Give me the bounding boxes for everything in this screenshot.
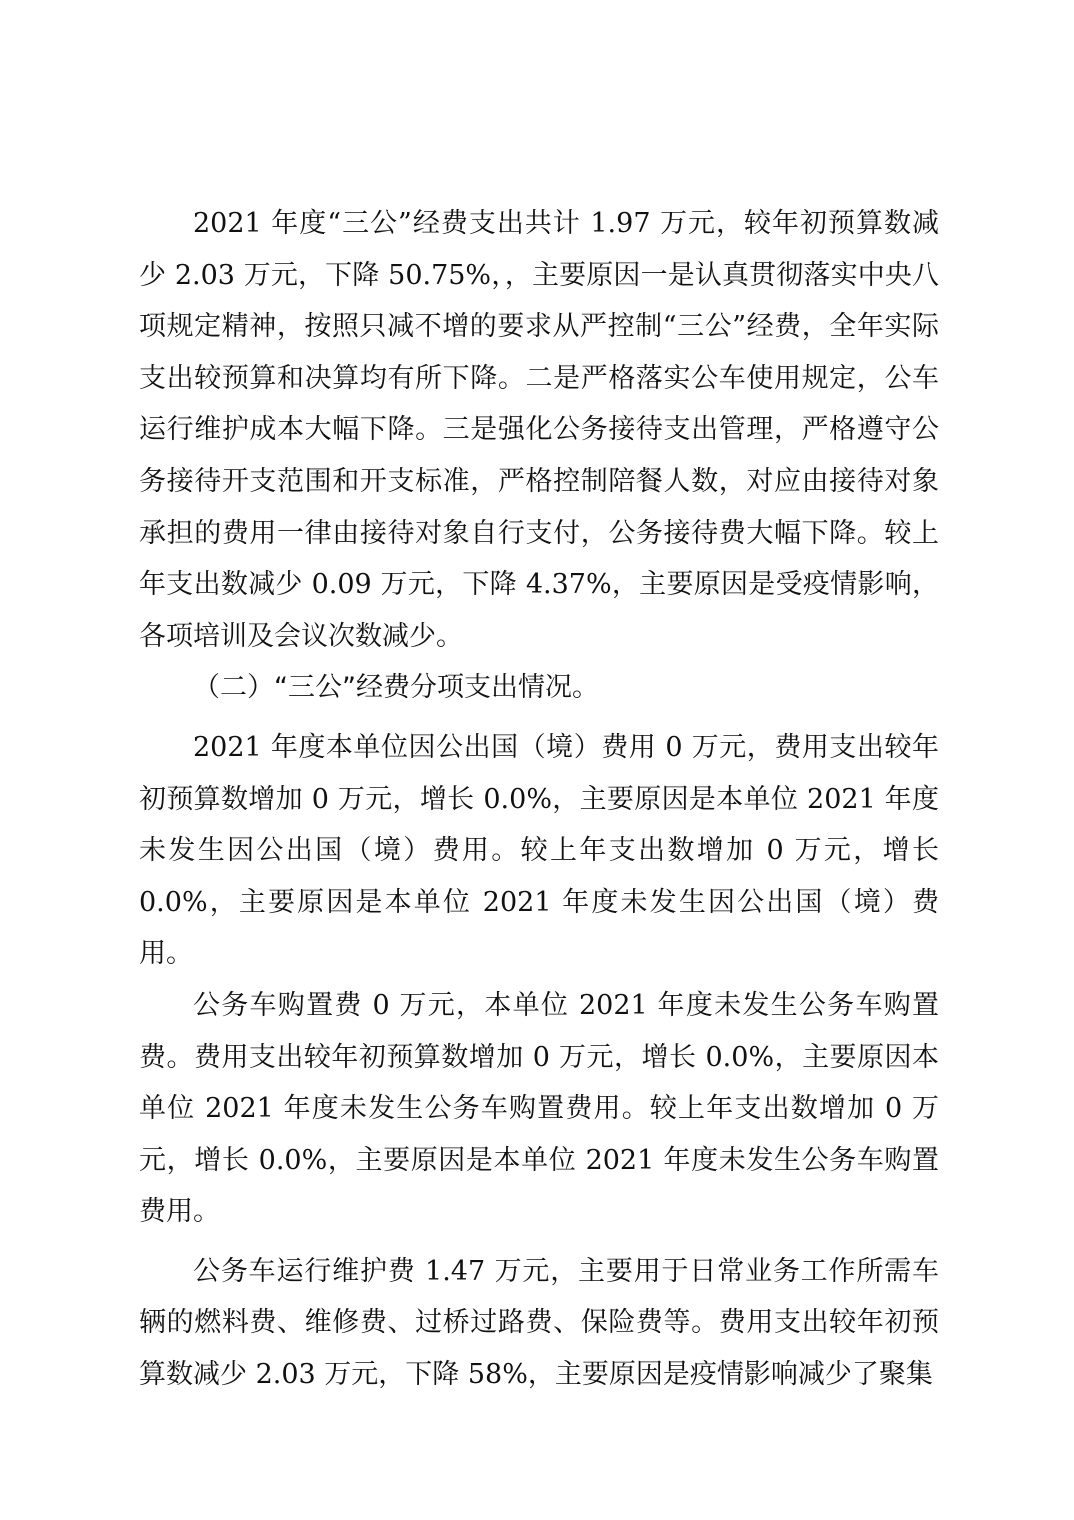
document-body	[139, 198, 939, 1401]
paragraph-vehicle-purchase: 公务车购置费 0 万元，本单位 2021 年度未发生公务车购置费。费用支出较年初预算数增加 0 万元，增长 0.0%，主要原因本单位 2021 年度未发生公务车购置费用。较上年支出数增加 0 万元，增长 0.0%，主要原因是本单位 2021 年度未发生公务车购置费用。	[139, 989, 939, 1228]
paragraph-overseas-travel: 2021 年度本单位因公出国（境）费用 0 万元，费用支出较年初预算数增加 0 万元，增长 0.0%，主要原因是本单位 2021 年度未发生因公出国（境）费用。较上年支出数增加 0 万元，增长 0.0%，主要原因是本单位 2021 年度未发生因公出国（境）费用。	[139, 731, 939, 970]
paragraph-vehicle-maintenance: 公务车运行维护费 1.47 万元，主要用于日常业务工作所需车辆的燃料费、维修费、过桥过路费、保险费等。费用支出较年初预算数减少 2.03 万元，下降 58%，主要原因是疫情影响减少了聚集	[139, 1255, 939, 1391]
paragraph-sangong-total: 2021 年度“三公”经费支出共计 1.97 万元，较年初预算数减少 2.03 万元，下降 50.75%，，主要原因一是认真贯彻落实中央八项规定精神，按照只减不增的要求从严控制“三公”经费，全年实际支出较预算和决算均有所下降。二是严格落实公车使用规定，公车运行维护成本大幅下降。三是强化公务接待支出管理，严格遵守公务接待开支范围和开支标准，严格控制陪餐人数，对应由接待对象承担的费用一律由接待对象自行支付，公务接待费大幅下降。较上年支出数减少 0.09 万元，下降 4.37%，主要原因是受疫情影响，各项培训及会议次数减少。	[139, 208, 939, 652]
section-heading-breakdown: （二）“三公”经费分项支出情况。	[193, 672, 599, 704]
